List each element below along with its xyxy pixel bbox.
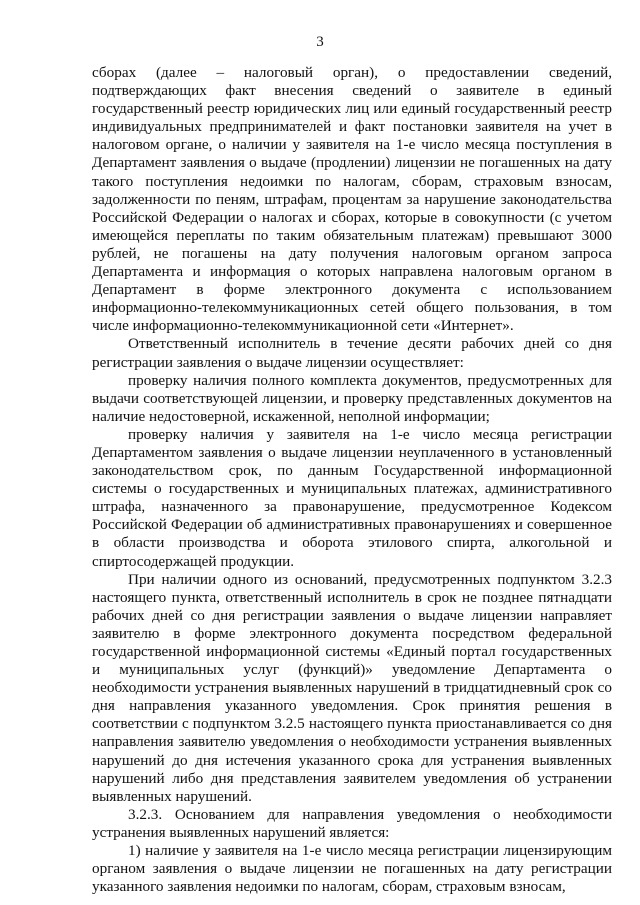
page-number: 3 xyxy=(316,34,324,50)
paragraph-continuation: сборах (далее – налоговый орган), о предоставлении сведений, подтверждающих факт внесения сведений о заявителе в единый государственный реестр юридических лиц или единый государственный реестр индивидуальных предпринимателей и факт постановки заявителя на учет в налоговом органе, о наличии у заявителя на 1-е число месяца поступления в Департамент заявления о выдаче (продлении) лицензии не погашенных на дату такого поступления недоимки по налогам, сборам, страховым взносам, задолженности по пеням, штрафам, процентам за нарушение законодательства Российской Федерации о налогах и сборах, которые в совокупности (с учетом имеющейся переплаты по таким обязательным платежам) превышают 3000 рублей, не погашены на дату получения налоговым органом запроса Департамента и информация о которых направлена налоговым органом в Департамент в форме электронного документа с использованием информационно-телекоммуникационных сетей общего пользования, в том числе информационно-телекоммуникационной сети «Интернет». xyxy=(92,64,612,335)
paragraph-item-1: 1) наличие у заявителя на 1-е число месяца регистрации лицензирующим органом заявления о выдаче лицензии не погашенных на дату регистрации указанного заявления недоимки по налогам, сборам, страховым взносам, xyxy=(92,842,612,896)
paragraph-section-3-2-3: 3.2.3. Основанием для направления уведомления о необходимости устранения выявленных нарушений является: xyxy=(92,805,612,841)
paragraph-notification: При наличии одного из оснований, предусмотренных подпунктом 3.2.3 настоящего пункта, ответственный исполнитель в срок не позднее пятнадцати рабочих дней со дня регистрации заявления о выдаче лицензии направляет заявителю в форме электронного документа посредством федеральной государственной информационной системы «Единый портал государственных и муниципальных услуг (функций)» уведомление Департамента о необходимости устранения выявленных нарушений в тридцатидневный срок со дня направления указанного уведомления. Срок принятия решения в соответствии с подпунктом 3.2.5 настоящего пункта приостанавливается со дня направления заявителю уведомления о необходимости устранения выявленных нарушений до дня истечения указанного срока для устранения выявленных нарушений либо дня представления заявителем уведомления об устранении выявленных нарушений. xyxy=(92,570,612,805)
paragraph-responsible-executor: Ответственный исполнитель в течение десяти рабочих дней со дня регистрации заявления о выдаче лицензии осуществляет: xyxy=(92,335,612,371)
paragraph-fine-check: проверку наличия у заявителя на 1-е число месяца регистрации Департаментом заявления о выдаче лицензии неуплаченного в установленный законодательством срок, по данным Государственной информационной системы о государственных и муниципальных платежах, административного штрафа, назначенного за правонарушение, предусмотренное Кодексом Российской Федерации об административных правонарушениях и совершенное в области производства и оборота этилового спирта, алкогольной и спиртосодержащей продукции. xyxy=(92,425,612,570)
paragraph-document-check: проверку наличия полного комплекта документов, предусмотренных для выдачи соответствующей лицензии, и проверку представленных документов на наличие недостоверной, искаженной, неполной информации; xyxy=(92,371,612,425)
document-body xyxy=(92,64,612,896)
